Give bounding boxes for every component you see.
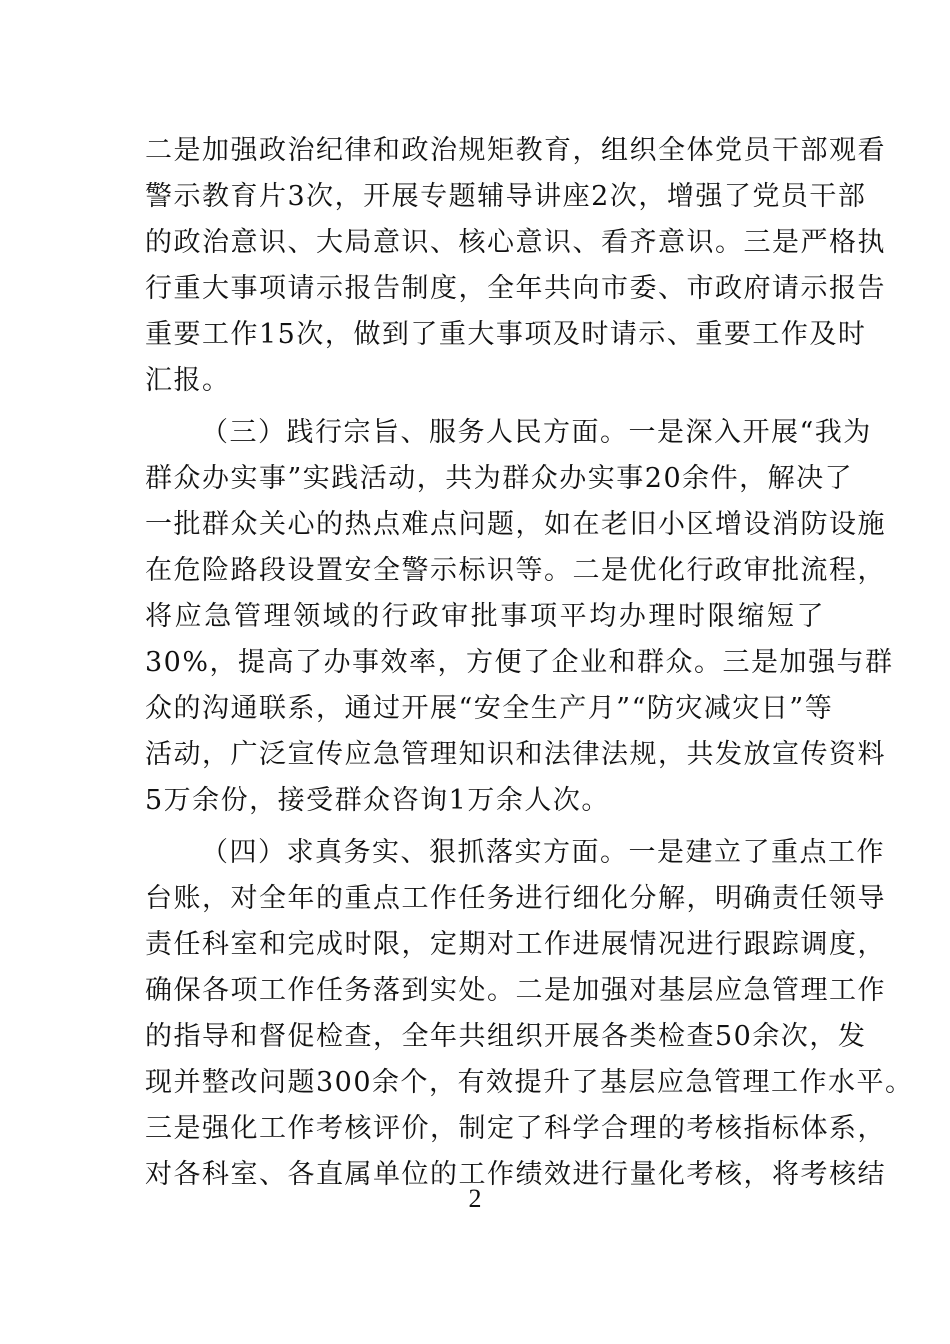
text-line: 活动，广泛宣传应急管理知识和法律法规，共发放宣传资料 [145,739,886,770]
text-line: 三是强化工作考核评价，制定了科学合理的考核指标体系， [145,1113,886,1144]
text-line: 的指导和督促检查，全年共组织开展各类检查50余次，发 [145,1021,867,1052]
section-heading-line: （三）践行宗旨、服务人民方面。一是深入开展“我为 [201,417,872,448]
text-line: 众的沟通联系，通过开展“安全生产月”“防灾减灾日”等 [145,693,834,724]
page-number: 2 [468,1184,482,1213]
text-line: 确保各项工作任务落到实处。二是加强对基层应急管理工作 [145,975,886,1006]
text-line: 二是加强政治纪律和政治规矩教育，组织全体党员干部观看 [145,135,886,166]
paragraph-continuation [145,128,886,404]
text-line: 重要工作15次，做到了重大事项及时请示、重要工作及时 [145,319,867,350]
text-line: 对各科室、各直属单位的工作绩效进行量化考核，将考核结 [145,1159,886,1190]
text-line: 责任科室和完成时限，定期对工作进展情况进行跟踪调度， [145,929,886,960]
text-line: 一批群众关心的热点难点问题，如在老旧小区增设消防设施 [145,509,886,540]
text-line: 现并整改问题300余个，有效提升了基层应急管理工作水平。 [145,1067,914,1098]
text-line: 将应急管理领域的行政审批事项平均办理时限缩短了 [145,601,825,632]
text-line: 5万余份，接受群众咨询1万余人次。 [145,785,610,816]
text-line: 汇报。 [145,365,231,396]
text-line: 警示教育片3次，开展专题辅导讲座2次，增强了党员干部 [145,181,867,212]
text-line: 在危险路段设置安全警示标识等。二是优化行政审批流程， [145,555,886,586]
text-line: 30%，提高了办事效率，方便了企业和群众。三是加强与群 [145,647,894,678]
paragraph-section-4 [145,830,914,1198]
text-line: 台账，对全年的重点工作任务进行细化分解，明确责任领导 [145,883,886,914]
text-line: 群众办实事”实践活动，共为群众办实事20余件，解决了 [145,463,854,494]
document-body [145,128,914,1198]
paragraph-section-3 [145,410,894,824]
section-heading-line: （四）求真务实、狠抓落实方面。一是建立了重点工作 [201,837,885,868]
text-line: 的政治意识、大局意识、核心意识、看齐意识。三是严格执 [145,227,886,258]
text-line: 行重大事项请示报告制度，全年共向市委、市政府请示报告 [145,273,886,304]
